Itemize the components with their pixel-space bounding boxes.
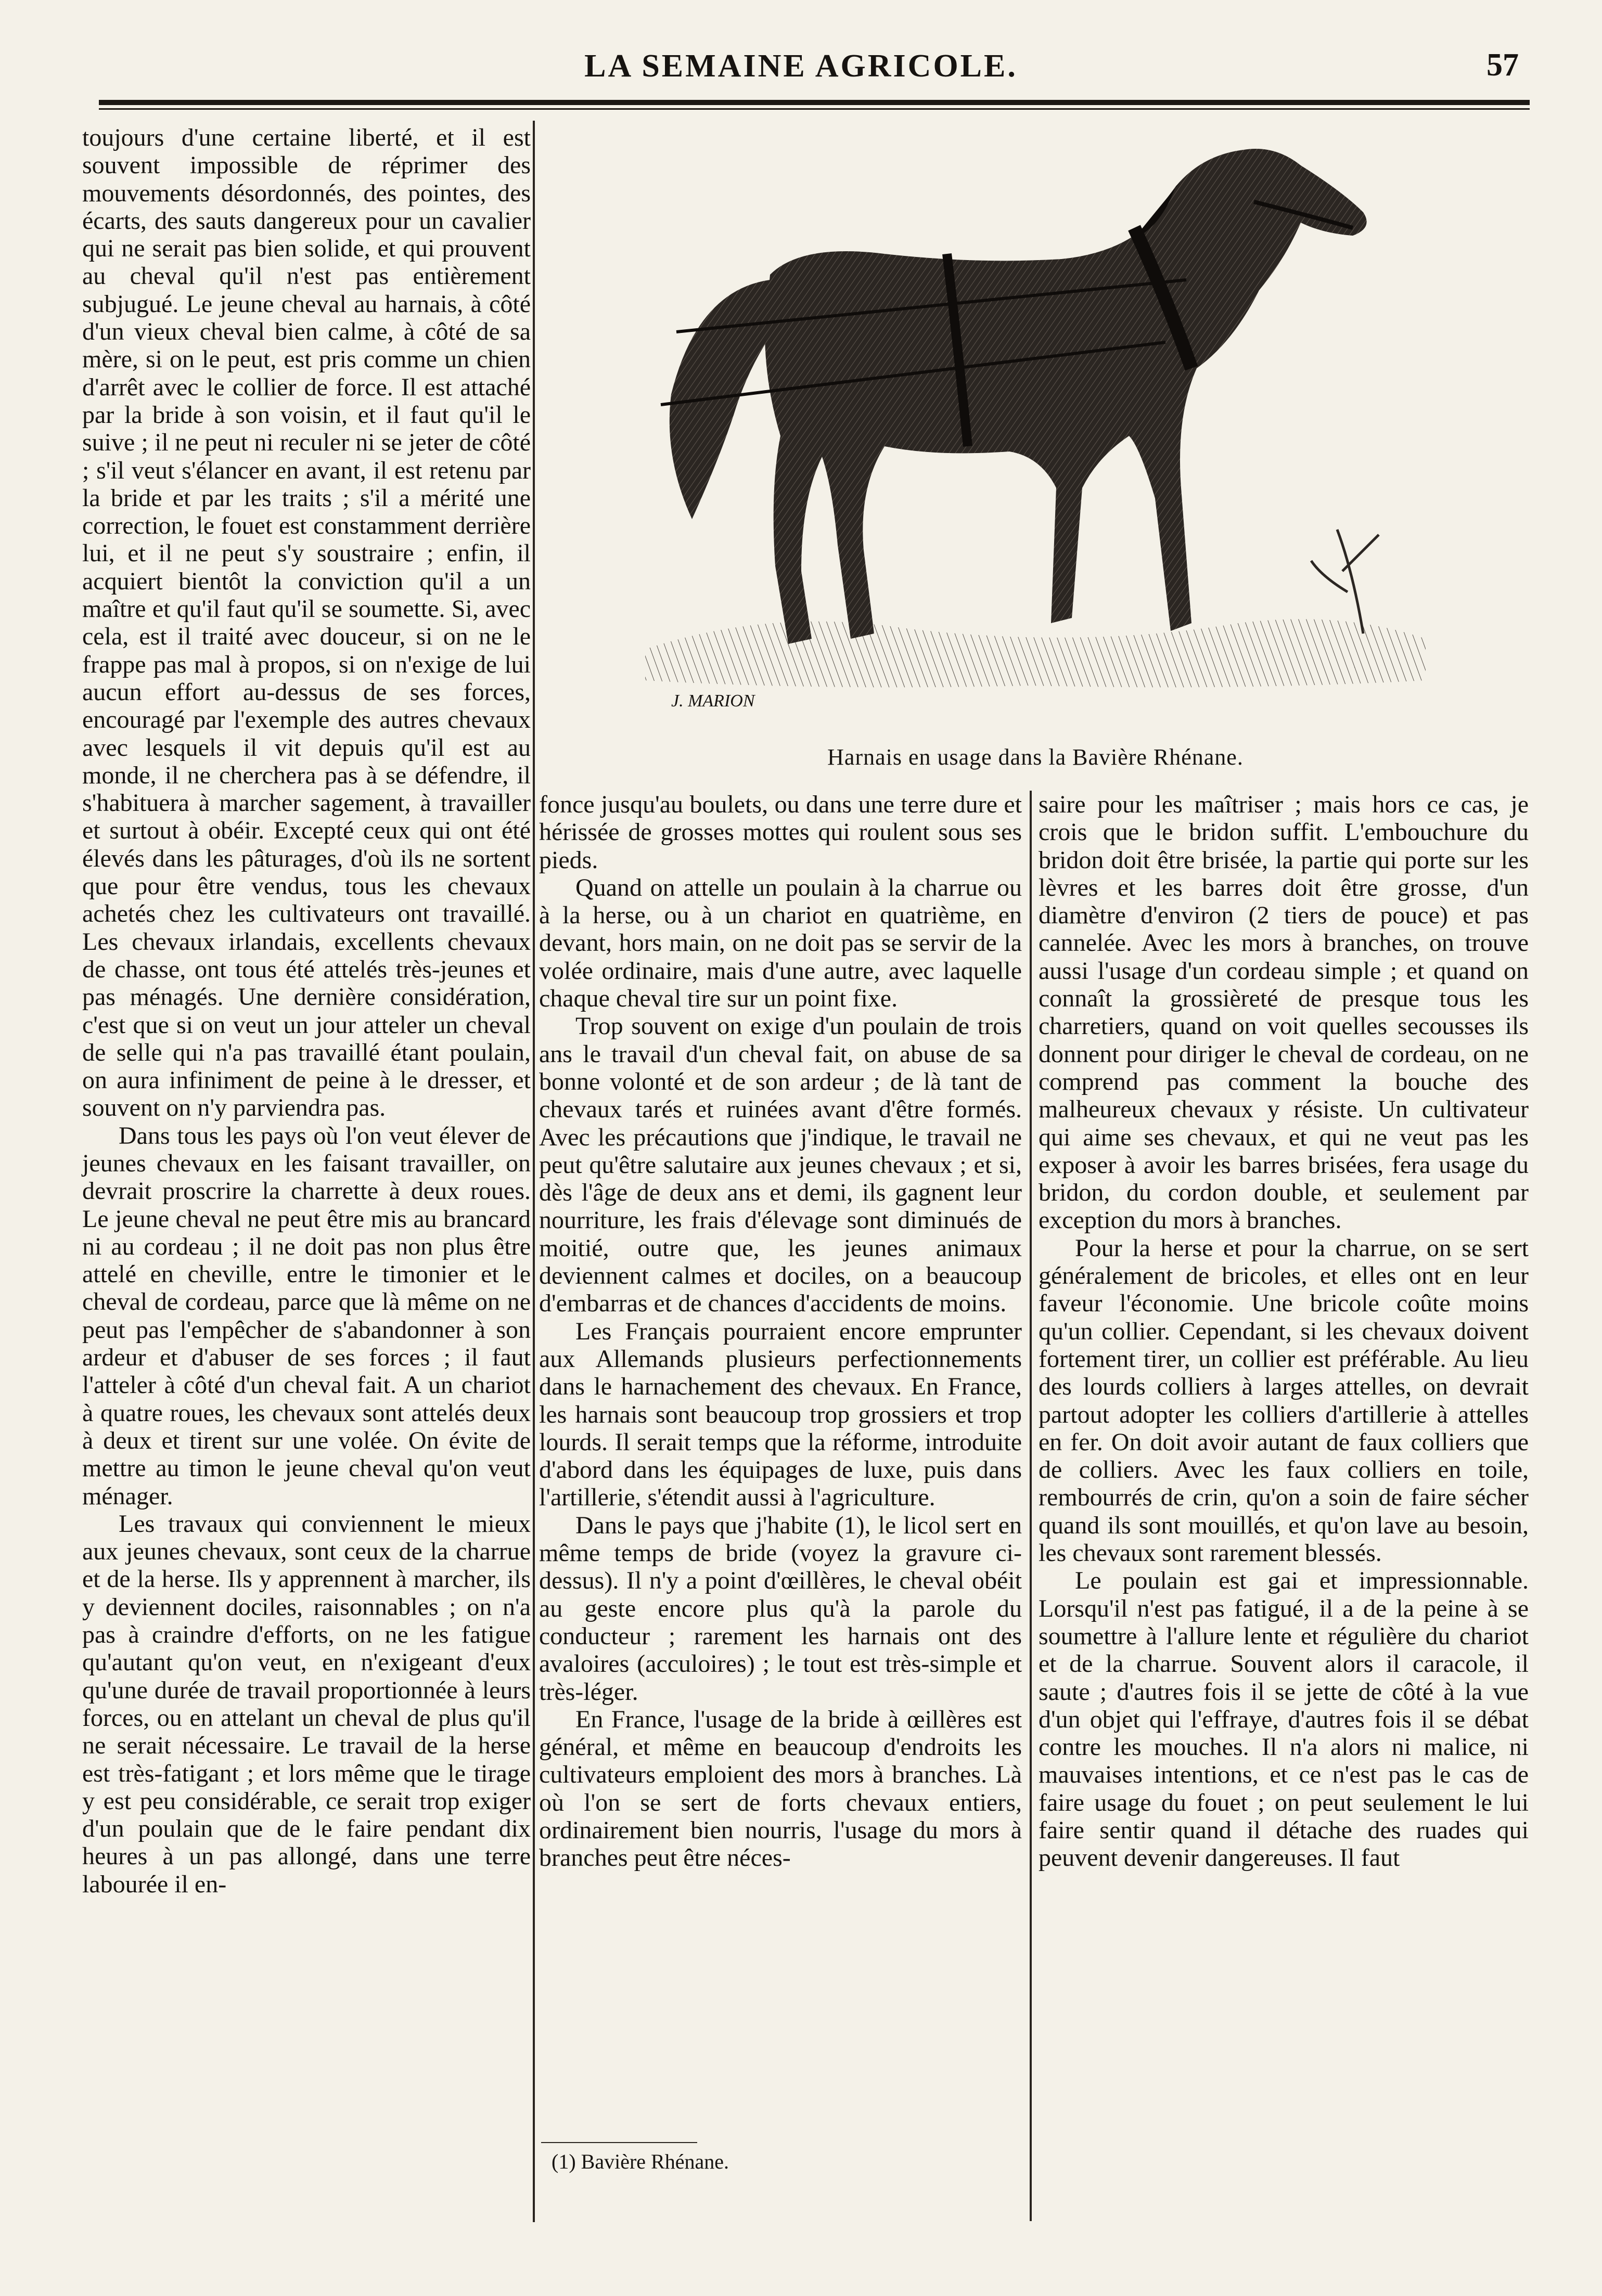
footnote: (1) Bavière Rhénane. [552, 2150, 729, 2173]
horse-illustration [614, 124, 1457, 722]
column-divider-2 [1030, 791, 1032, 2221]
paragraph: saire pour les maîtriser ; mais hors ce cas, je crois que le bridon suffit. L'embouchure du bridon doit être brisée, la partie qui porte sur les lèvres et les barres doit être grosse, d'un diamètre d'environ (2 tiers de pouce) et pas cannelée. Avec les mors à branches, on trouve aussi l'usage d'un cordeau simple ; et quand on connaît la grossièreté de presque tous les charretiers, quand on voit quelles secousses ils donnent pour diriger le cheval de cordeau, on ne comprend pas comment la bouche des malheureux chevaux y résiste. Un cultivateur qui aime ses chevaux, et qui ne veut pas les exposer à avoir les barres brisées, fera usage du bridon, du cordon double, et seulement par exception du mors à branches. [1039, 791, 1529, 1234]
paragraph: fonce jusqu'au boulets, ou dans une terre dure et hérissée de grosses mottes qui roulent sous ses pieds. [539, 791, 1022, 874]
paragraph: Les Français pourraient encore emprunter aux Allemands plusieurs perfectionnements dans le harnachement des chevaux. En France, les harnais sont beaucoup trop grossiers et trop lourds. Il serait temps que la réforme, introduite d'abord dans les équipages de luxe, puis dans l'artillerie, s'étendit aussi à l'agriculture. [539, 1317, 1022, 1512]
engraver-signature: J. MARION [671, 691, 755, 711]
column-2 [539, 791, 1022, 1872]
horse-engraving [614, 124, 1457, 722]
paragraph: Le poulain est gai et impressionnable. Lorsqu'il n'est pas fatigué, il a de la peine à se soumettre à l'allure lente et régulière du chariot et de la charrue. Souvent alors il caracole, il saute ; d'autres fois il se jette de côté à la vue d'un objet qui l'effraye, d'autres fois il se débat contre les mouches. Il n'a alors ni malice, ni mauvaises intentions, et ce n'est pas le cas de faire usage du fouet ; on peut seulement le lui faire sentir quand il détache des ruades qui peuvent devenir dangereuses. Il faut [1039, 1567, 1529, 1872]
paragraph: Dans le pays que j'habite (1), le licol sert en même temps de bride (voyez la gravure ci-dessus). Il n'y a point d'œillères, le cheval obéit au geste encore plus qu'à la parole du conducteur ; rarement les harnais ont des avaloires (acculoires) ; le tout est très-simple et très-léger. [539, 1511, 1022, 1706]
footnote-rule [541, 2142, 697, 2143]
paragraph: Les travaux qui conviennent le mieux aux jeunes chevaux, sont ceux de la charrue et de la herse. Ils y apprennent à marcher, ils y deviennent dociles, raisonnables ; on n'a pas à craindre d'efforts, on ne les fatigue qu'autant qu'on veut, en n'exigeant d'eux qu'une durée de travail proportionnée à leurs forces, ou en attelant un cheval de plus qu'il ne serait nécessaire. Le travail de la herse est très-fatigant ; et lors même que le tirage y est peu considérable, ce serait trop exiger d'un poulain que de le faire pendant dix heures à un pas allongé, dans une terre labourée il en- [82, 1510, 531, 1898]
column-1 [82, 124, 531, 1898]
figure-caption: Harnais en usage dans la Bavière Rhénane. [827, 744, 1244, 770]
page-number: 57 [1486, 47, 1519, 83]
header-rule-thin [99, 108, 1530, 110]
header-rule-thick [99, 100, 1530, 105]
paragraph: Quand on attelle un poulain à la charrue ou à la herse, ou à un chariot en quatrième, en devant, hors main, on ne doit pas se servir de la volée ordinaire, mais d'une autre, avec laquelle chaque cheval tire sur un point fixe. [539, 873, 1022, 1013]
column-3 [1039, 791, 1529, 1872]
paragraph: Dans tous les pays où l'on veut élever de jeunes chevaux en les faisant travailler, on devrait proscrire la charrette à deux roues. Le jeune cheval ne peut être mis au brancard ni au cordeau ; il ne doit pas non plus être attelé en cheville, entre le timonier et le cheval de cordeau, parce que là même on ne peut pas l'empêcher de s'abandonner à son ardeur et d'abuser de ses forces ; il faut l'atteler à côté d'un cheval fait. A un chariot à quatre roues, les chevaux sont attelés deux à deux et tirent sur une volée. On évite de mettre au timon le jeune cheval qu'on veut ménager. [82, 1121, 531, 1510]
paragraph: Trop souvent on exige d'un poulain de trois ans le travail d'un cheval fait, on abuse de sa bonne volonté et de son ardeur ; de là tant de chevaux tarés et ruinées avant d'être formés. Avec les précautions que j'indique, le travail ne peut qu'être salutaire aux jeunes chevaux ; et si, dès l'âge de deux ans et demi, ils gagnent leur nourriture, les frais d'élevage sont diminués de moitié, outre que, les jeunes animaux deviennent calmes et dociles, on a beaucoup d'embarras et de chances d'accidents de moins. [539, 1012, 1022, 1318]
running-title: LA SEMAINE AGRICOLE. [584, 48, 1018, 84]
paragraph: toujours d'une certaine liberté, et il est souvent impossible de réprimer des mouvements désordonnés, des pointes, des écarts, des sauts dangereux pour un cavalier qui ne serait pas bien solide, et qui prouvent au cheval qu'il n'est pas entièrement subjugué. Le jeune cheval au harnais, à côté d'un vieux cheval bien calme, à côté de sa mère, si on le peut, est pris comme un chien d'arrêt avec le collier de force. Il est attaché par la bride à son voisin, et il faut qu'il le suive ; il ne peut ni reculer ni se jeter de côté ; s'il veut s'élancer en avant, il est retenu par la bride et par les traits ; s'il a mérité une correction, le fouet est constamment derrière lui, et il ne peut s'y soustraire ; enfin, il acquiert bientôt la conviction qu'il a un maître et qu'il faut qu'il se soumette. Si, avec cela, est il traité avec douceur, si on ne le frappe pas mal à propos, si on n'exige de lui aucun effort au-dessus de ses forces, encouragé par l'exemple des autres chevaux avec lesquels il vit depuis qu'il est au monde, il ne cherchera pas à se défendre, il s'habituera à marcher sagement, à travailler et surtout à obéir. Excepté ceux qui ont été élevés dans les pâturages, d'où ils ne sortent que pour être vendus, tous les chevaux achetés chez les cultivateurs ont travaillé. Les chevaux irlandais, excellents chevaux de chasse, ont tous été attelés très-jeunes et pas ménagés. Une dernière considération, c'est que si on veut un jour atteler un cheval de selle qui n'a pas travaillé étant poulain, on aura infiniment de peine à le dresser, et souvent on n'y parviendra pas. [82, 124, 531, 1122]
paragraph: En France, l'usage de la bride à œillères est général, et même en beaucoup d'endroits les cultivateurs emploient des mors à branches. Là où l'on se sert de forts chevaux entiers, ordinairement bien nourris, l'usage du mors à branches peut être néces- [539, 1705, 1022, 1872]
column-divider-1 [533, 121, 535, 2222]
paragraph: Pour la herse et pour la charrue, on se sert généralement de bricoles, et elles ont en leur faveur l'économie. Une bricole coûte moins qu'un collier. Cependant, si les chevaux doivent fortement tirer, un collier est préférable. Au lieu des lourds colliers à larges attelles, on devrait partout adopter les colliers d'artillerie à attelles en fer. On doit avoir autant de faux colliers que de colliers. Avec les faux colliers en toile, rembourrés de crin, qu'on a soin de faire sécher quand ils sont mouillés, et qu'on lave au besoin, les chevaux sont rarement blessés. [1039, 1234, 1529, 1567]
